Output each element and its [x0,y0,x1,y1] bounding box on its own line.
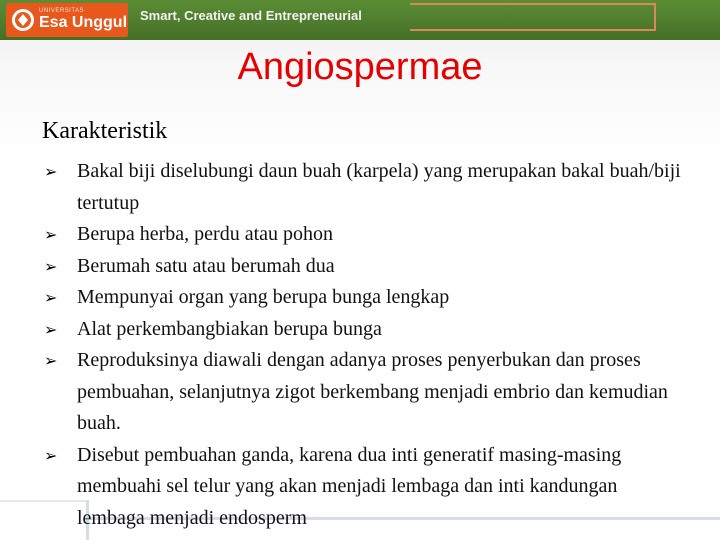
arrowhead-bullet-icon: ➢ [44,288,58,307]
header-bar [0,0,720,40]
logo-small-text: UNIVERSITAS [39,8,85,14]
esa-unggul-logo-icon [11,8,35,32]
list-item [0,251,682,283]
university-logo [6,3,128,37]
bullet-text: Mempunyai organ yang berupa bunga lengkap [77,286,450,308]
bullet-text: Reproduksinya diawali dengan adanya proses penyerbukan dan proses pembuahan, selanjutnya zigot berkembang menjadi embrio dan kemudian buah. [77,349,668,434]
arrowhead-bullet-icon: ➢ [44,225,58,244]
bullet-text: Alat perkembangbiakan berupa bunga [77,317,382,340]
bullet-list [0,156,720,534]
list-item [0,156,682,219]
list-item [0,219,682,251]
slide-subheading: Karakteristik [42,118,168,144]
arrowhead-bullet-icon: ➢ [44,445,58,465]
header-decorative-frame [410,3,656,31]
list-item [0,440,682,535]
list-item [0,282,682,314]
arrowhead-bullet-icon: ➢ [44,162,58,181]
logo-name: Esa Unggul [39,14,128,31]
bullet-text: Bakal biji diselubungi daun buah (karpela) yang merupakan bakal buah/biji tertutup [77,160,681,214]
arrowhead-bullet-icon: ➢ [44,351,58,370]
bullet-text: Disebut pembuahan ganda, karena dua inti generatif masing-masing membuahi sel telur yang akan menjadi lembaga dan inti kandungan lembaga menjadi endosperm [77,443,622,529]
arrowhead-bullet-icon: ➢ [44,319,58,339]
list-item [0,345,682,440]
bullet-text: Berumah satu atau berumah dua [77,254,335,277]
arrowhead-bullet-icon: ➢ [44,256,58,276]
header-tagline: Smart, Creative and Entrepreneurial [140,8,362,23]
slide-title: Angiospermae [237,46,483,88]
list-item [0,314,682,346]
bullet-text: Berupa herba, perdu atau pohon [77,223,334,245]
